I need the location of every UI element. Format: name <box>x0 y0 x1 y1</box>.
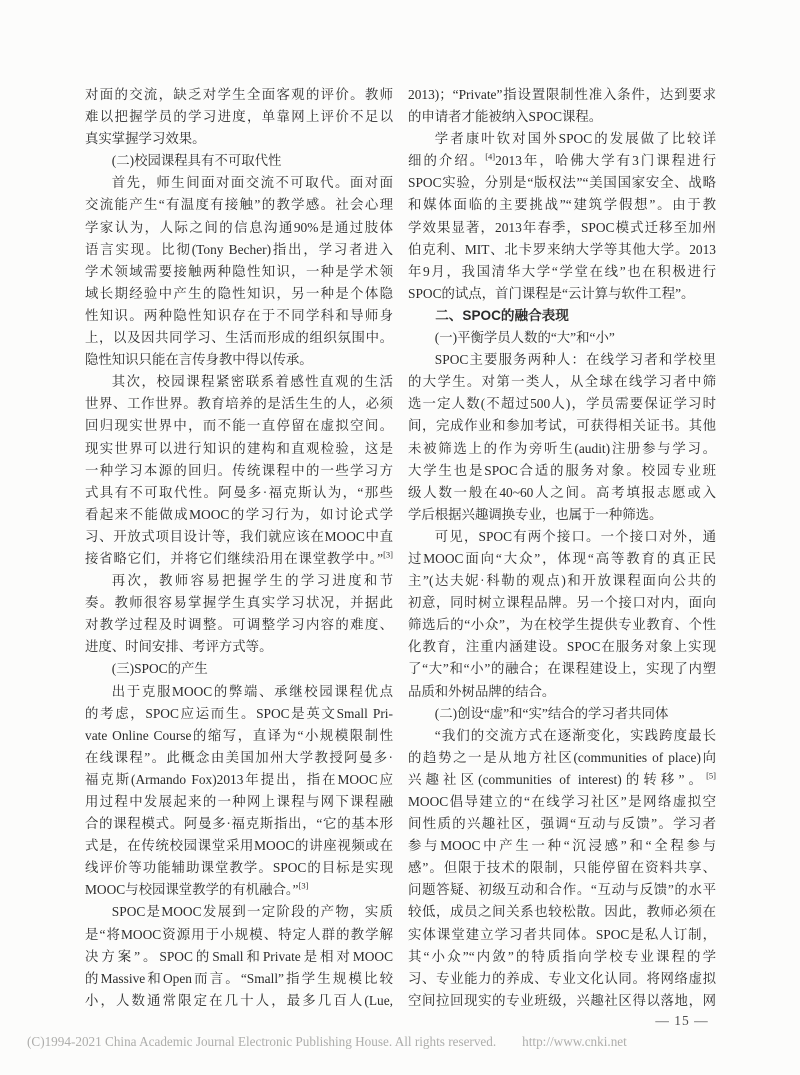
subsection-heading: (三)SPOC的产生 <box>111 661 208 677</box>
text-line: 式具有不可取代性。阿曼多·福克斯认为，“那些 <box>85 484 393 500</box>
article-body <box>85 84 716 1012</box>
text-line: 空间拉回现实的专业班级，兴趣社区得以落地，网 <box>408 992 716 1008</box>
subsection-heading: (二)创设“虚”和“实”结合的学习者共同体 <box>434 705 669 721</box>
text-line: 间，完成作业和参加考试，可获得相关证书。其他 <box>408 418 716 434</box>
text-line: 可见，SPOC有两个接口。一个接口对外，通 <box>434 528 716 544</box>
text-line: 对教学过程及时调整。可调整学习内容的难度、 <box>85 617 393 633</box>
text-line: 首先，师生间面对面交流不可取代。面对面 <box>111 175 393 191</box>
text-line: 初意，同时树立课程品牌。另一个接口对内，面向 <box>408 595 716 611</box>
text-line: 参与MOOC中产生一种“沉浸感”和“全程参与 <box>408 838 716 854</box>
section-heading: 二、SPOC的融合表现 <box>435 307 569 323</box>
text-line: 进度、时间安排、考评方式等。 <box>85 639 273 655</box>
text-line: 了“大”和“小”的融合；在课程建设上，实现了内塑 <box>408 661 716 677</box>
text-line: 是“将MOOC资源用于小规模、特定人群的教学解 <box>85 926 393 942</box>
text-line: 现实世界可以进行知识的建构和直观检验，这是 <box>85 440 393 456</box>
right-column <box>408 84 716 1012</box>
text-line: vate Online Course的缩写，直译为“小规模限制性 <box>85 727 393 743</box>
citation-ref: [4] <box>485 151 496 162</box>
text-line: 大学生也是SPOC合适的服务对象。校园专业班 <box>408 462 716 478</box>
text-line: 的趋势之一是从地方社区(communities of place)向 <box>408 749 716 765</box>
citation-ref: [3] <box>383 549 393 560</box>
text-line: 的申请者才能被纳入SPOC课程。 <box>408 109 603 125</box>
text-line: 难以把握学员的学习进度，单靠网上评价不足以 <box>85 109 393 125</box>
text-line: 过MOOC面向“大众”，体现“高等教育的真正民 <box>408 550 716 566</box>
text-line: SPOC实验，分别是“版权法”“美国国家安全、战略 <box>408 175 716 191</box>
text-line: 交流能产生“有温度有接触”的教学感。社会心理 <box>85 197 393 213</box>
text-line: 间性质的兴趣社区，强调“互动与反馈”。学习者 <box>408 816 716 832</box>
text-line: 看起来不能做成MOOC的学习行为，如讨论式学 <box>85 506 393 522</box>
copyright-text: (C)1994-2021 China Academic Journal Electronic Publishing House. All rights reserved. <box>27 1034 497 1049</box>
text-line: 出于克服MOOC的弊端、承继校园课程优点 <box>111 683 393 699</box>
text-line: 语言实现。比彻(Tony Becher)指出，学习者进入 <box>85 241 393 257</box>
text-line: 式是，在传统校园课堂采用MOOC的讲座视频或在 <box>85 838 393 854</box>
text-line: 感”。但限于技术的限制，只能停留在资料共享、 <box>408 860 716 876</box>
text-line: 细的介绍。[4]2013年，哈佛大学有3门课程进行 <box>408 151 716 169</box>
text-line: 较低，成员之间关系也较松散。因此，教师必须在 <box>408 904 716 920</box>
text-line: 问题答疑、初级互动和合作。“互动与反馈”的水平 <box>408 882 716 898</box>
text-line: MOOC与校园课堂教学的有机融合。”[3] <box>85 880 309 898</box>
subsection-heading: (一)平衡学员人数的“大”和“小” <box>434 330 615 346</box>
text-line: 学后根据兴趣调换专业，也属于一种筛选。 <box>408 506 663 522</box>
page-number: — 15 — <box>655 1013 709 1028</box>
text-line: 用过程中发展起来的一种网上课程与网下课程融 <box>85 794 393 809</box>
text-line: SPOC的试点，首门课程是“云计算与软件工程”。 <box>408 285 695 301</box>
text-line: 对面的交流，缺乏对学生全面客观的评价。教师 <box>85 87 393 102</box>
text-line: 学效果显著，2013年春季，SPOC模式迁移至加州 <box>408 219 716 235</box>
subsection-heading: (二)校园课程具有不可取代性 <box>111 153 282 169</box>
text-line: 的Massive和Open而言。“Small”指学生规模比较 <box>85 970 393 986</box>
text-line: 学者康叶钦对国外SPOC的发展做了比较详 <box>434 131 716 147</box>
text-line: 合的课程模式。阿曼多·福克斯指出，“它的基本形 <box>85 816 393 832</box>
text-line: 隐性知识只能在言传身教中得以传承。 <box>85 352 313 368</box>
copyright-footer <box>27 1034 787 1050</box>
text-line: 和媒体面临的主要挑战”“建筑学假想”。由于教 <box>408 197 716 213</box>
text-line: SPOC是MOOC发展到一定阶段的产物，实质 <box>111 904 393 920</box>
text-line: 的考虑，SPOC应运而生。SPOC是英文Small Pri- <box>85 705 393 721</box>
text-line: 年9月，我国清华大学“学堂在线”也在积极进行 <box>408 263 716 279</box>
text-line: 化教育，注重内涵建设。SPOC在服务对象上实现 <box>408 639 716 655</box>
text-line: 2013)；“Private”指设置限制性准入条件，达到要求 <box>408 87 716 102</box>
text-line: 福克斯(Armando Fox)2013年提出，指在MOOC应 <box>85 771 393 787</box>
text-line: 的大学生。对第一类人，从全球在线学习者中筛 <box>408 374 716 390</box>
text-line: 兴趣社区(communities of interest)的转移”。[5] <box>408 770 716 787</box>
text-line: 实体课堂建立学习者共同体。SPOC是私人订制， <box>408 926 716 942</box>
text-line: 在线课程”。此概念由美国加州大学教授阿曼多· <box>85 749 393 765</box>
text-line: 品质和外树品牌的结合。 <box>408 683 556 699</box>
text-line: 学术领域需要接触两种隐性知识，一种是学术领 <box>85 263 393 279</box>
text-line: 学家认为，人际之间的信息沟通90%是通过肢体 <box>85 219 393 235</box>
left-column <box>85 84 393 1012</box>
text-line: 小，人数通常限定在几十人，最多几百人(Lue, <box>85 992 393 1008</box>
text-line: 选一定人数(不超过500人)，学员需要保证学习时 <box>408 396 716 412</box>
text-line: MOOC倡导建立的“在线学习社区”是网络虚拟空 <box>408 794 716 809</box>
text-line: 回归现实世界中，而不能一直停留在虚拟空间。 <box>85 418 393 434</box>
text-line: 再次，教师容易把握学生的学习进度和节 <box>111 573 393 589</box>
text-line: SPOC主要服务两种人：在线学习者和学校里 <box>434 352 716 368</box>
text-line: “我们的交流方式在逐渐变化，实践跨度最长 <box>434 727 716 743</box>
text-line: 决方案”。SPOC的Small和Private是相对MOOC <box>85 948 393 964</box>
text-line: 上，以及因共同学习、生活而形成的组织氛围中。 <box>85 330 393 346</box>
text-line: 其次，校园课程紧密联系着感性直观的生活 <box>111 374 393 390</box>
text-line: 未被筛选上的作为旁听生(audit)注册参与学习。 <box>408 440 716 456</box>
text-line: 性知识。两种隐性知识存在于不同学科和导师身 <box>85 307 393 323</box>
text-line: 真实掌握学习效果。 <box>85 131 206 147</box>
text-line: 筛选后的“小众”，为在校学生提供专业教育、个性 <box>408 617 716 633</box>
text-line: 伯克利、MIT、北卡罗来纳大学等其他大学。2013 <box>408 241 716 257</box>
text-line: 习、专业能力的养成、专业文化认同。将网络虚拟 <box>408 970 716 986</box>
text-line: 域长期经验中产生的隐性知识，另一种是个体隐 <box>85 285 393 301</box>
text-line: 接省略它们，并将它们继续沿用在课堂教学中。”[3] <box>85 549 393 566</box>
citation-ref: [5] <box>706 770 716 781</box>
text-line: 习、开放式项目设计等，我们就应该在MOOC中直 <box>85 528 393 544</box>
text-line: 线评价等功能辅助课堂教学。SPOC的目标是实现 <box>85 860 393 876</box>
footer-url: http://www.cnki.net <box>522 1034 627 1049</box>
text-line: 级人数一般在40~60人之间。高考填报志愿或入 <box>408 484 716 500</box>
text-line: 世界、工作世界。教育培养的是活生生的人，必须 <box>85 396 393 412</box>
citation-ref: [3] <box>298 880 309 891</box>
text-line: 其“小众”“内敛”的特质指向学校专业课程的学 <box>408 948 716 964</box>
text-line: 一种学习本源的回归。传统课程中的一些学习方 <box>85 462 393 478</box>
text-line: 奏。教师很容易掌握学生真实学习状况，并据此 <box>85 595 393 611</box>
text-line: 主”(达夫妮·科勒的观点)和开放课程面向公共的 <box>408 573 716 589</box>
